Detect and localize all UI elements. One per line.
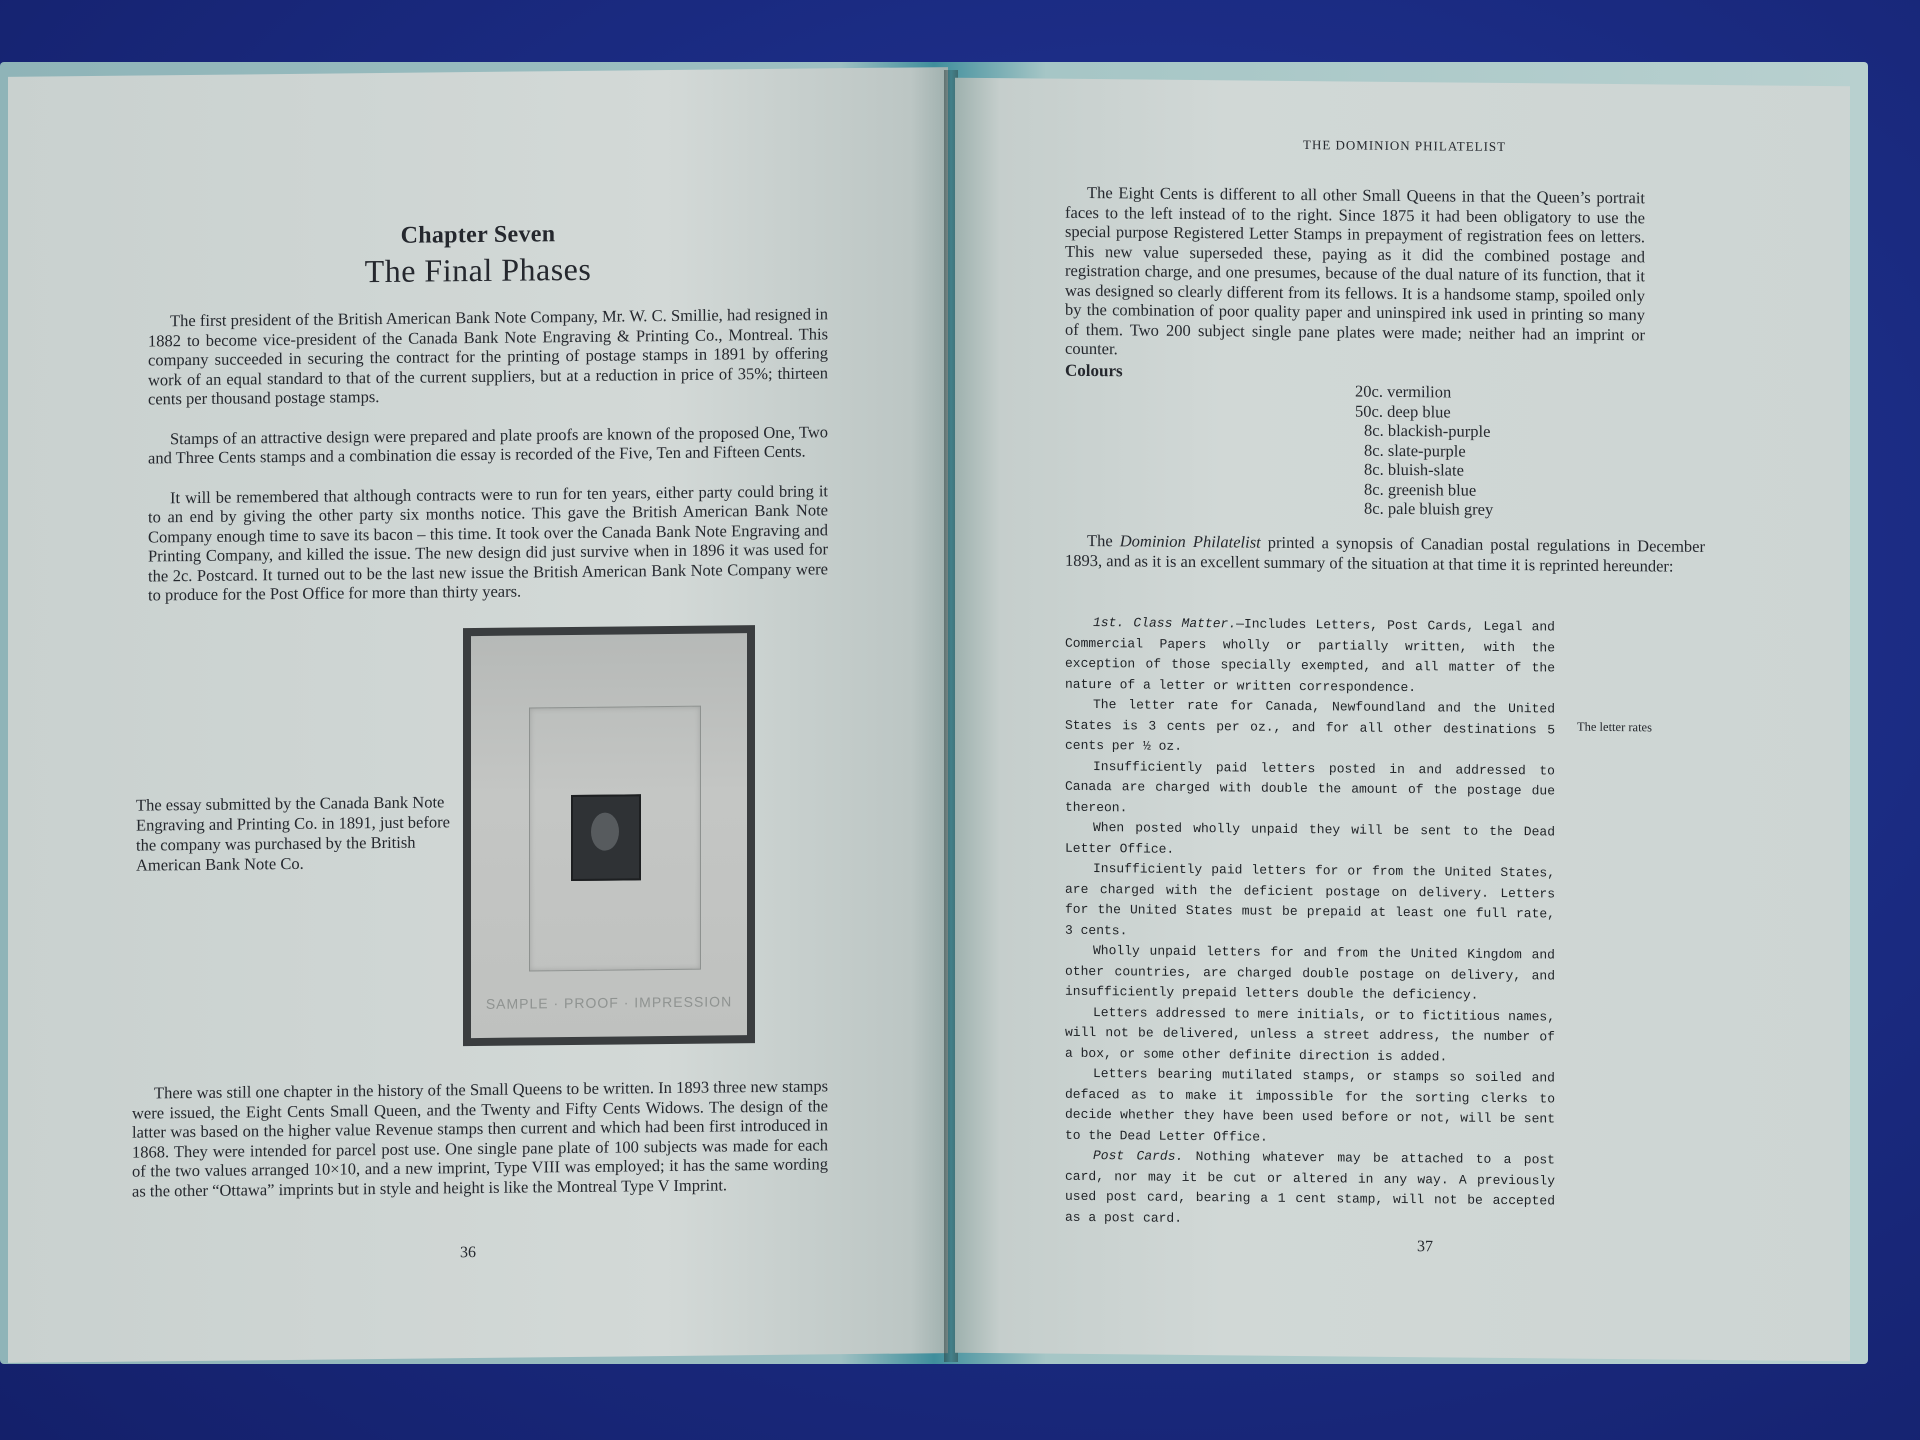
synopsis-after: printed a synopsis of Canadian postal regulations in December 1893, and as it is an excellent summary of the situation at that time it is reprinted hereunder:	[1065, 532, 1705, 576]
running-head: THE DOMINION PHILATELIST	[1303, 137, 1507, 154]
right-intro	[1065, 183, 1645, 364]
colour-item: 50c. deep blue	[1355, 401, 1451, 421]
paragraph-2: Stamps of an attractive design were prepared and plate proofs are known of the proposed One, Two and Three Cents stamps and a combination die essay is recorded of the Five, Ten and Fifteen Cents.	[148, 421, 828, 468]
first-class-text: —Includes Letters, Post Cards, Legal and Commercial Papers wholly or partially written, with the exception of those specially exempted, and all matter of the nature of a letter or written correspondence.	[1065, 616, 1555, 695]
page-number-right: 37	[1417, 1238, 1433, 1256]
side-note: The letter rates	[1577, 719, 1652, 735]
left-body	[148, 304, 828, 605]
left-page	[8, 67, 948, 1363]
regulation-post-cards	[1065, 1146, 1555, 1233]
page-number-left: 36	[460, 1244, 476, 1262]
small-queen-stamp-image	[571, 794, 641, 881]
chapter-number: Chapter Seven	[400, 221, 556, 249]
colour-item: 20c. vermilion	[1355, 381, 1452, 402]
chapter-title: The Final Phases	[364, 250, 592, 290]
colour-item: 8c. bluish-slate	[1364, 459, 1464, 480]
essay-caption: The essay submitted by the Canada Bank Note Engraving and Printing Co. in 1891, just before the company was purchased by the British American Bank Note Co.	[136, 792, 450, 875]
regulation-item: Insufficiently paid letters for or from the United States, are charged with the deficient postage on delivery. Letters for the United States must be prepaid at least one full rate, 3 cents.	[1065, 861, 1555, 938]
essay-plate-photo	[463, 625, 755, 1046]
regulation-item: Insufficiently paid letters posted in and addressed to Canada are charged with double the amount of the postage due thereon.	[1065, 758, 1555, 815]
regulation-item: Wholly unpaid letters for and from the United Kingdom and other countries, are charged double postage on delivery, and insufficiently prepaid letters double the deficiency.	[1065, 943, 1555, 1003]
intro-paragraph: The Eight Cents is different to all other Small Queens in that the Queen’s portrait faces to the left instead of to the right. Since 1875 it had been obligatory to use the special purpose Registered Letter Stamps in prepayment of registration fees on letters. This new value superseded these, paying as it did the combined postage and registration charge, and one presumes, because of the dual nature of its function, that it was designed so clearly different from its fellows. It is a handsome stamp, spoiled only by the combination of poor quality paper and uninspired ink used in printing so many of them. Two 200 subject single pane plates were made; neither had an imprint or counter.	[1065, 182, 1645, 359]
postal-regulations	[1065, 613, 1555, 1233]
left-closing	[132, 1076, 828, 1200]
closing-paragraph: There was still one chapter in the history of the Small Queens to be written. In 1893 three new stamps were issued, the Eight Cents Small Queen, and the Twenty and Fifty Cents Widows. The design of the latter was based on the higher value Revenue stamps then current and which had been first introduced in 1868. They were intended for parcel post use. One single pane plate of 100 subjects was made for each of the two values arranged 10×10, and a new imprint, Type VIII was employed; it has the same wording as the other “Ottawa” imprints but in style and height is like the Montreal Type V Imprint.	[132, 1076, 828, 1201]
regulation-item: Letters bearing mutilated stamps, or stamps so soiled and defaced as to make it impossible for the sorting clerks to decide whether they have been used before or not, will be sent to the Dead Letter Office.	[1065, 1066, 1555, 1145]
essay-plate-card	[471, 633, 747, 1038]
regulation-first-class	[1065, 613, 1555, 700]
colour-item: 8c. greenish blue	[1364, 479, 1477, 500]
paragraph-1: The first president of the British American Bank Note Company, Mr. W. C. Smillie, had resigned in 1882 to become vice-president of the Canada Bank Note Engraving & Printing Co., Montreal. This company succeeded in securing the contract for the printing of postage stamps in 1891 by offering work of an equal standard to that of the current suppliers, but at a reduction in price of 35%; thirteen cents per thousand postage stamps.	[148, 304, 828, 409]
right-page	[955, 78, 1850, 1362]
colour-item: 8c. pale bluish grey	[1364, 498, 1494, 519]
regulation-item: The letter rate for Canada, Newfoundland and the United States is 3 cents per oz., and for all other destinations 5 cents per ½ oz.	[1065, 697, 1555, 754]
post-cards-text: Nothing whatever may be attached to a post card, nor may it be cut or altered in any way. A previously used post card, bearing a 1 cent stamp, will not be accepted as a post card.	[1065, 1148, 1555, 1226]
regulation-item: Letters addressed to mere initials, or to fictitious names, will not be delivered, unless a street address, the number of a box, or some other definite direction is added.	[1065, 1004, 1555, 1064]
synopsis-before: The	[1087, 530, 1120, 551]
synopsis-title: Dominion Philatelist	[1119, 531, 1261, 552]
colours-list	[1355, 382, 1555, 520]
synopsis-intro	[1065, 531, 1705, 576]
synopsis-paragraph	[1065, 531, 1705, 576]
colour-item: 8c. slate-purple	[1364, 440, 1466, 461]
essay-caption-block	[136, 792, 456, 875]
colour-item: 8c. blackish-purple	[1364, 420, 1491, 441]
colours-heading: Colours	[1065, 360, 1123, 381]
post-cards-label: Post Cards.	[1093, 1148, 1184, 1164]
plate-inscription: SAMPLE · PROOF · IMPRESSION	[485, 993, 733, 1012]
paragraph-3: It will be remembered that although contracts were to run for ten years, either party could bring it to an end by giving the other party six months notice. This gave the British American Bank Note Company enough time to save its bacon – this time. It took over the Canada Bank Note Engraving and Printing Company, and killed the issue. The new design did just survive when in 1896 it was used for the 2c. Postcard. It turned out to be the last new issue the British American Bank Note Company were to produce for the Post Office for more than thirty years.	[148, 480, 828, 605]
regulation-item: When posted wholly unpaid they will be sent to the Dead Letter Office.	[1065, 820, 1555, 857]
first-class-label: 1st. Class Matter.	[1093, 615, 1237, 632]
